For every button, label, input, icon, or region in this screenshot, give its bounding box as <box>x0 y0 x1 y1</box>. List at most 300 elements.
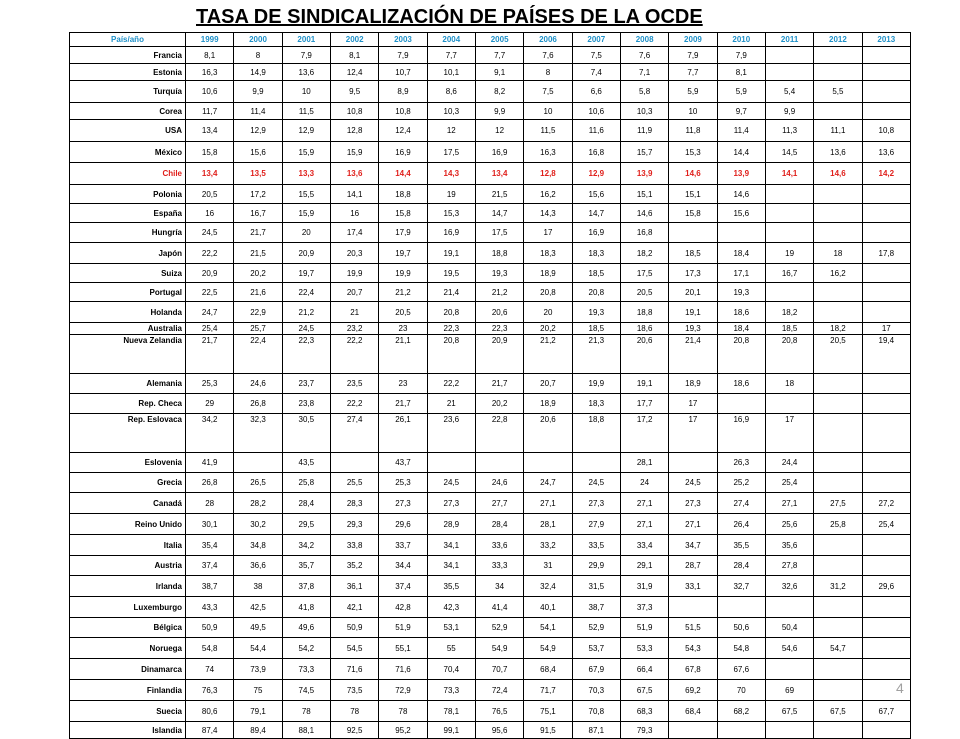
table-row <box>70 453 911 473</box>
value-cell <box>862 659 910 680</box>
value-cell: 43,5 <box>282 453 330 473</box>
country-cell: Dinamarca <box>70 659 186 680</box>
value-cell: 21,2 <box>282 302 330 323</box>
value-cell: 80,6 <box>186 701 234 722</box>
value-cell: 5,4 <box>765 81 813 103</box>
value-cell: 16,3 <box>186 64 234 81</box>
value-cell <box>862 473 910 493</box>
table-row <box>70 223 911 243</box>
value-cell: 25,2 <box>717 473 765 493</box>
country-cell: España <box>70 204 186 223</box>
value-cell: 50,9 <box>186 618 234 638</box>
value-cell <box>717 394 765 414</box>
value-cell: 17,2 <box>620 414 668 453</box>
value-cell: 22,2 <box>330 335 378 374</box>
value-cell: 18,3 <box>572 394 620 414</box>
value-cell: 14,2 <box>862 163 910 185</box>
value-cell: 41,8 <box>282 597 330 618</box>
value-cell: 22,5 <box>186 283 234 302</box>
value-cell: 15,9 <box>282 142 330 163</box>
value-cell: 34 <box>475 576 523 597</box>
value-cell: 16 <box>330 204 378 223</box>
value-cell: 54,9 <box>475 638 523 659</box>
value-cell: 8,6 <box>427 81 475 103</box>
value-cell: 8 <box>234 47 282 64</box>
header-year: 2007 <box>572 33 620 47</box>
country-cell: Reino Unido <box>70 514 186 535</box>
value-cell <box>814 374 862 394</box>
value-cell: 22,2 <box>186 243 234 264</box>
value-cell: 13,4 <box>186 120 234 142</box>
header-row <box>70 33 911 47</box>
value-cell: 68,2 <box>717 701 765 722</box>
value-cell: 54,9 <box>524 638 572 659</box>
value-cell: 16,2 <box>524 185 572 204</box>
country-cell: Islandia <box>70 722 186 739</box>
value-cell: 11,5 <box>282 103 330 120</box>
table-row <box>70 659 911 680</box>
value-cell: 25,8 <box>814 514 862 535</box>
value-cell: 21,7 <box>234 223 282 243</box>
value-cell: 17,8 <box>862 243 910 264</box>
value-cell <box>524 453 572 473</box>
table-row <box>70 47 911 64</box>
value-cell <box>234 453 282 473</box>
value-cell <box>717 597 765 618</box>
value-cell: 20,5 <box>814 335 862 374</box>
value-cell: 87,1 <box>572 722 620 739</box>
table-row <box>70 535 911 556</box>
value-cell: 18,8 <box>379 185 427 204</box>
value-cell: 88,1 <box>282 722 330 739</box>
value-cell: 24,5 <box>282 323 330 335</box>
country-cell: Corea <box>70 103 186 120</box>
value-cell: 20,8 <box>572 283 620 302</box>
page-title: TASA DE SINDICALIZACIÓN DE PAÍSES DE LA OCDE <box>196 6 703 28</box>
value-cell: 19,1 <box>427 243 475 264</box>
value-cell <box>765 597 813 618</box>
value-cell: 16,3 <box>524 142 572 163</box>
value-cell: 9,9 <box>765 103 813 120</box>
country-cell: Luxemburgo <box>70 597 186 618</box>
value-cell: 18,6 <box>620 323 668 335</box>
value-cell: 12,4 <box>379 120 427 142</box>
value-cell: 7,7 <box>475 47 523 64</box>
header-year: 2006 <box>524 33 572 47</box>
value-cell: 78 <box>282 701 330 722</box>
table-row <box>70 701 911 722</box>
value-cell: 25,5 <box>330 473 378 493</box>
value-cell: 54,8 <box>186 638 234 659</box>
table-row <box>70 473 911 493</box>
value-cell: 11,7 <box>186 103 234 120</box>
value-cell: 7,7 <box>427 47 475 64</box>
value-cell: 24,6 <box>475 473 523 493</box>
value-cell: 19,1 <box>669 302 717 323</box>
value-cell: 13,4 <box>186 163 234 185</box>
value-cell: 34,1 <box>427 535 475 556</box>
value-cell: 18,4 <box>717 323 765 335</box>
value-cell: 28,1 <box>620 453 668 473</box>
value-cell: 95,2 <box>379 722 427 739</box>
value-cell: 35,5 <box>427 576 475 597</box>
value-cell <box>814 204 862 223</box>
value-cell: 40,1 <box>524 597 572 618</box>
value-cell <box>862 302 910 323</box>
value-cell: 18,3 <box>572 243 620 264</box>
value-cell: 18,8 <box>475 243 523 264</box>
value-cell <box>862 722 910 739</box>
value-cell: 15,9 <box>330 142 378 163</box>
value-cell: 28,4 <box>475 514 523 535</box>
value-cell: 68,3 <box>620 701 668 722</box>
value-cell: 13,6 <box>330 163 378 185</box>
value-cell: 15,6 <box>572 185 620 204</box>
value-cell: 67,5 <box>814 701 862 722</box>
value-cell: 15,5 <box>282 185 330 204</box>
value-cell: 54,5 <box>330 638 378 659</box>
value-cell <box>862 597 910 618</box>
value-cell: 14,6 <box>717 185 765 204</box>
value-cell: 70 <box>717 680 765 701</box>
value-cell: 24,7 <box>186 302 234 323</box>
value-cell: 18 <box>814 243 862 264</box>
table-row <box>70 493 911 514</box>
value-cell <box>765 204 813 223</box>
value-cell: 50,9 <box>330 618 378 638</box>
value-cell: 20,5 <box>379 302 427 323</box>
value-cell <box>669 223 717 243</box>
value-cell: 38,7 <box>186 576 234 597</box>
country-cell: Holanda <box>70 302 186 323</box>
value-cell: 52,9 <box>475 618 523 638</box>
value-cell: 13,6 <box>862 142 910 163</box>
value-cell: 20,9 <box>186 264 234 283</box>
value-cell: 12,9 <box>282 120 330 142</box>
value-cell <box>765 722 813 739</box>
value-cell: 18,8 <box>572 414 620 453</box>
value-cell: 54,2 <box>282 638 330 659</box>
value-cell: 14,4 <box>717 142 765 163</box>
value-cell: 24,4 <box>765 453 813 473</box>
table-row <box>70 638 911 659</box>
value-cell: 71,7 <box>524 680 572 701</box>
value-cell: 8,1 <box>717 64 765 81</box>
country-cell: Italia <box>70 535 186 556</box>
value-cell <box>814 556 862 576</box>
country-cell: Noruega <box>70 638 186 659</box>
value-cell: 18,5 <box>572 264 620 283</box>
value-cell: 17 <box>862 323 910 335</box>
value-cell: 14,4 <box>379 163 427 185</box>
value-cell: 24,5 <box>669 473 717 493</box>
value-cell: 19,3 <box>475 264 523 283</box>
value-cell: 19,9 <box>572 374 620 394</box>
value-cell: 72,4 <box>475 680 523 701</box>
value-cell <box>765 185 813 204</box>
value-cell <box>765 659 813 680</box>
country-cell: Chile <box>70 163 186 185</box>
value-cell: 32,3 <box>234 414 282 453</box>
value-cell: 16,8 <box>620 223 668 243</box>
value-cell <box>862 556 910 576</box>
value-cell: 17,2 <box>234 185 282 204</box>
value-cell: 12 <box>427 120 475 142</box>
value-cell <box>862 453 910 473</box>
country-cell: Turquía <box>70 81 186 103</box>
value-cell: 12,9 <box>234 120 282 142</box>
country-cell: Suiza <box>70 264 186 283</box>
value-cell: 16,9 <box>427 223 475 243</box>
value-cell: 19,7 <box>379 243 427 264</box>
value-cell: 23,7 <box>282 374 330 394</box>
value-cell: 10,1 <box>427 64 475 81</box>
value-cell: 26,8 <box>234 394 282 414</box>
header-year: 2000 <box>234 33 282 47</box>
value-cell: 19,5 <box>427 264 475 283</box>
value-cell <box>862 103 910 120</box>
value-cell <box>814 223 862 243</box>
value-cell: 17,5 <box>475 223 523 243</box>
value-cell: 14,7 <box>475 204 523 223</box>
value-cell: 42,3 <box>427 597 475 618</box>
value-cell: 76,3 <box>186 680 234 701</box>
value-cell: 16,9 <box>717 414 765 453</box>
value-cell <box>862 264 910 283</box>
value-cell: 23,8 <box>282 394 330 414</box>
value-cell <box>862 394 910 414</box>
value-cell: 7,7 <box>669 64 717 81</box>
country-cell: Grecia <box>70 473 186 493</box>
value-cell: 18,5 <box>765 323 813 335</box>
value-cell <box>814 64 862 81</box>
value-cell: 27,3 <box>427 493 475 514</box>
value-cell: 18,9 <box>669 374 717 394</box>
value-cell: 55 <box>427 638 475 659</box>
value-cell: 21,6 <box>234 283 282 302</box>
value-cell: 5,8 <box>620 81 668 103</box>
value-cell: 25,4 <box>186 323 234 335</box>
value-cell: 13,9 <box>620 163 668 185</box>
value-cell: 21,7 <box>186 335 234 374</box>
value-cell <box>814 185 862 204</box>
value-cell: 28,9 <box>427 514 475 535</box>
country-cell: Rep. Eslovaca <box>70 414 186 453</box>
table-row <box>70 597 911 618</box>
value-cell: 78 <box>379 701 427 722</box>
value-cell: 7,1 <box>620 64 668 81</box>
value-cell: 41,9 <box>186 453 234 473</box>
value-cell: 27,1 <box>620 514 668 535</box>
value-cell: 30,5 <box>282 414 330 453</box>
value-cell: 38 <box>234 576 282 597</box>
value-cell: 33,5 <box>572 535 620 556</box>
value-cell: 9,9 <box>475 103 523 120</box>
value-cell: 51,9 <box>620 618 668 638</box>
value-cell: 21,2 <box>524 335 572 374</box>
value-cell: 51,9 <box>379 618 427 638</box>
header-year: 2013 <box>862 33 910 47</box>
value-cell: 22,4 <box>234 335 282 374</box>
table-row <box>70 243 911 264</box>
value-cell: 54,4 <box>234 638 282 659</box>
value-cell: 79,3 <box>620 722 668 739</box>
value-cell: 27,4 <box>717 493 765 514</box>
value-cell: 35,4 <box>186 535 234 556</box>
value-cell: 18,9 <box>524 264 572 283</box>
value-cell: 16,7 <box>765 264 813 283</box>
value-cell: 18,2 <box>814 323 862 335</box>
value-cell: 5,9 <box>669 81 717 103</box>
value-cell: 18,4 <box>717 243 765 264</box>
header-year: 2001 <box>282 33 330 47</box>
value-cell: 27,2 <box>862 493 910 514</box>
value-cell: 73,5 <box>330 680 378 701</box>
value-cell: 17,5 <box>427 142 475 163</box>
value-cell: 42,1 <box>330 597 378 618</box>
value-cell: 19 <box>427 185 475 204</box>
table-row <box>70 204 911 223</box>
value-cell: 37,8 <box>282 576 330 597</box>
value-cell <box>814 473 862 493</box>
value-cell: 21,3 <box>572 335 620 374</box>
header-year: 1999 <box>186 33 234 47</box>
value-cell <box>814 103 862 120</box>
value-cell: 27,4 <box>330 414 378 453</box>
value-cell: 25,3 <box>186 374 234 394</box>
value-cell: 8 <box>524 64 572 81</box>
table-row <box>70 414 911 453</box>
value-cell: 33,2 <box>524 535 572 556</box>
value-cell: 14,1 <box>765 163 813 185</box>
value-cell <box>862 414 910 453</box>
value-cell: 31,9 <box>620 576 668 597</box>
table-row <box>70 283 911 302</box>
value-cell: 14,7 <box>572 204 620 223</box>
value-cell: 20,9 <box>282 243 330 264</box>
country-cell: Hungría <box>70 223 186 243</box>
header-year: 2009 <box>669 33 717 47</box>
value-cell: 36,1 <box>330 576 378 597</box>
value-cell: 10,8 <box>862 120 910 142</box>
value-cell: 17,5 <box>620 264 668 283</box>
value-cell <box>669 722 717 739</box>
value-cell: 26,1 <box>379 414 427 453</box>
union-rate-table <box>69 32 911 739</box>
country-cell: Bélgica <box>70 618 186 638</box>
table-row <box>70 81 911 103</box>
table-row <box>70 514 911 535</box>
value-cell <box>330 453 378 473</box>
value-cell: 16,9 <box>572 223 620 243</box>
value-cell: 20,8 <box>427 302 475 323</box>
value-cell <box>717 722 765 739</box>
value-cell: 20,5 <box>620 283 668 302</box>
header-year: 2003 <box>379 33 427 47</box>
table-row <box>70 120 911 142</box>
value-cell: 27,1 <box>669 514 717 535</box>
value-cell: 29 <box>186 394 234 414</box>
country-cell: México <box>70 142 186 163</box>
value-cell: 20,2 <box>475 394 523 414</box>
value-cell: 28,4 <box>282 493 330 514</box>
value-cell <box>814 283 862 302</box>
value-cell <box>814 47 862 64</box>
value-cell: 76,5 <box>475 701 523 722</box>
value-cell: 20 <box>524 302 572 323</box>
value-cell: 23,2 <box>330 323 378 335</box>
value-cell: 18,8 <box>620 302 668 323</box>
value-cell: 53,1 <box>427 618 475 638</box>
value-cell: 73,3 <box>282 659 330 680</box>
value-cell: 33,7 <box>379 535 427 556</box>
value-cell: 31,2 <box>814 576 862 597</box>
value-cell: 18,6 <box>717 374 765 394</box>
value-cell: 20,6 <box>620 335 668 374</box>
value-cell: 11,1 <box>814 120 862 142</box>
value-cell: 95,6 <box>475 722 523 739</box>
value-cell: 28,3 <box>330 493 378 514</box>
value-cell: 29,6 <box>862 576 910 597</box>
value-cell: 72,9 <box>379 680 427 701</box>
value-cell <box>765 64 813 81</box>
country-cell: Alemania <box>70 374 186 394</box>
value-cell: 17,7 <box>620 394 668 414</box>
value-cell: 21,4 <box>427 283 475 302</box>
value-cell: 15,8 <box>669 204 717 223</box>
value-cell <box>862 223 910 243</box>
value-cell <box>765 47 813 64</box>
table-row <box>70 394 911 414</box>
country-cell: Polonia <box>70 185 186 204</box>
value-cell: 12,9 <box>572 163 620 185</box>
table-row <box>70 185 911 204</box>
value-cell: 67,6 <box>717 659 765 680</box>
value-cell: 19,7 <box>282 264 330 283</box>
value-cell: 27,1 <box>524 493 572 514</box>
value-cell: 29,9 <box>572 556 620 576</box>
value-cell <box>814 302 862 323</box>
value-cell: 51,5 <box>669 618 717 638</box>
value-cell: 14,6 <box>814 163 862 185</box>
value-cell: 22,8 <box>475 414 523 453</box>
value-cell <box>814 618 862 638</box>
value-cell: 7,6 <box>620 47 668 64</box>
value-cell: 67,7 <box>862 701 910 722</box>
country-cell: Suecia <box>70 701 186 722</box>
value-cell: 8,1 <box>186 47 234 64</box>
value-cell: 15,3 <box>669 142 717 163</box>
table-row <box>70 323 911 335</box>
value-cell: 9,1 <box>475 64 523 81</box>
value-cell: 22,3 <box>475 323 523 335</box>
value-cell: 67,9 <box>572 659 620 680</box>
value-cell: 10,8 <box>379 103 427 120</box>
value-cell: 26,8 <box>186 473 234 493</box>
value-cell: 50,6 <box>717 618 765 638</box>
value-cell: 25,7 <box>234 323 282 335</box>
value-cell: 68,4 <box>669 701 717 722</box>
country-cell: Eslovenia <box>70 453 186 473</box>
header-year: 2002 <box>330 33 378 47</box>
value-cell: 14,3 <box>427 163 475 185</box>
value-cell <box>862 618 910 638</box>
value-cell: 14,9 <box>234 64 282 81</box>
value-cell: 55,1 <box>379 638 427 659</box>
value-cell: 11,6 <box>572 120 620 142</box>
value-cell: 27,8 <box>765 556 813 576</box>
value-cell: 27,7 <box>475 493 523 514</box>
